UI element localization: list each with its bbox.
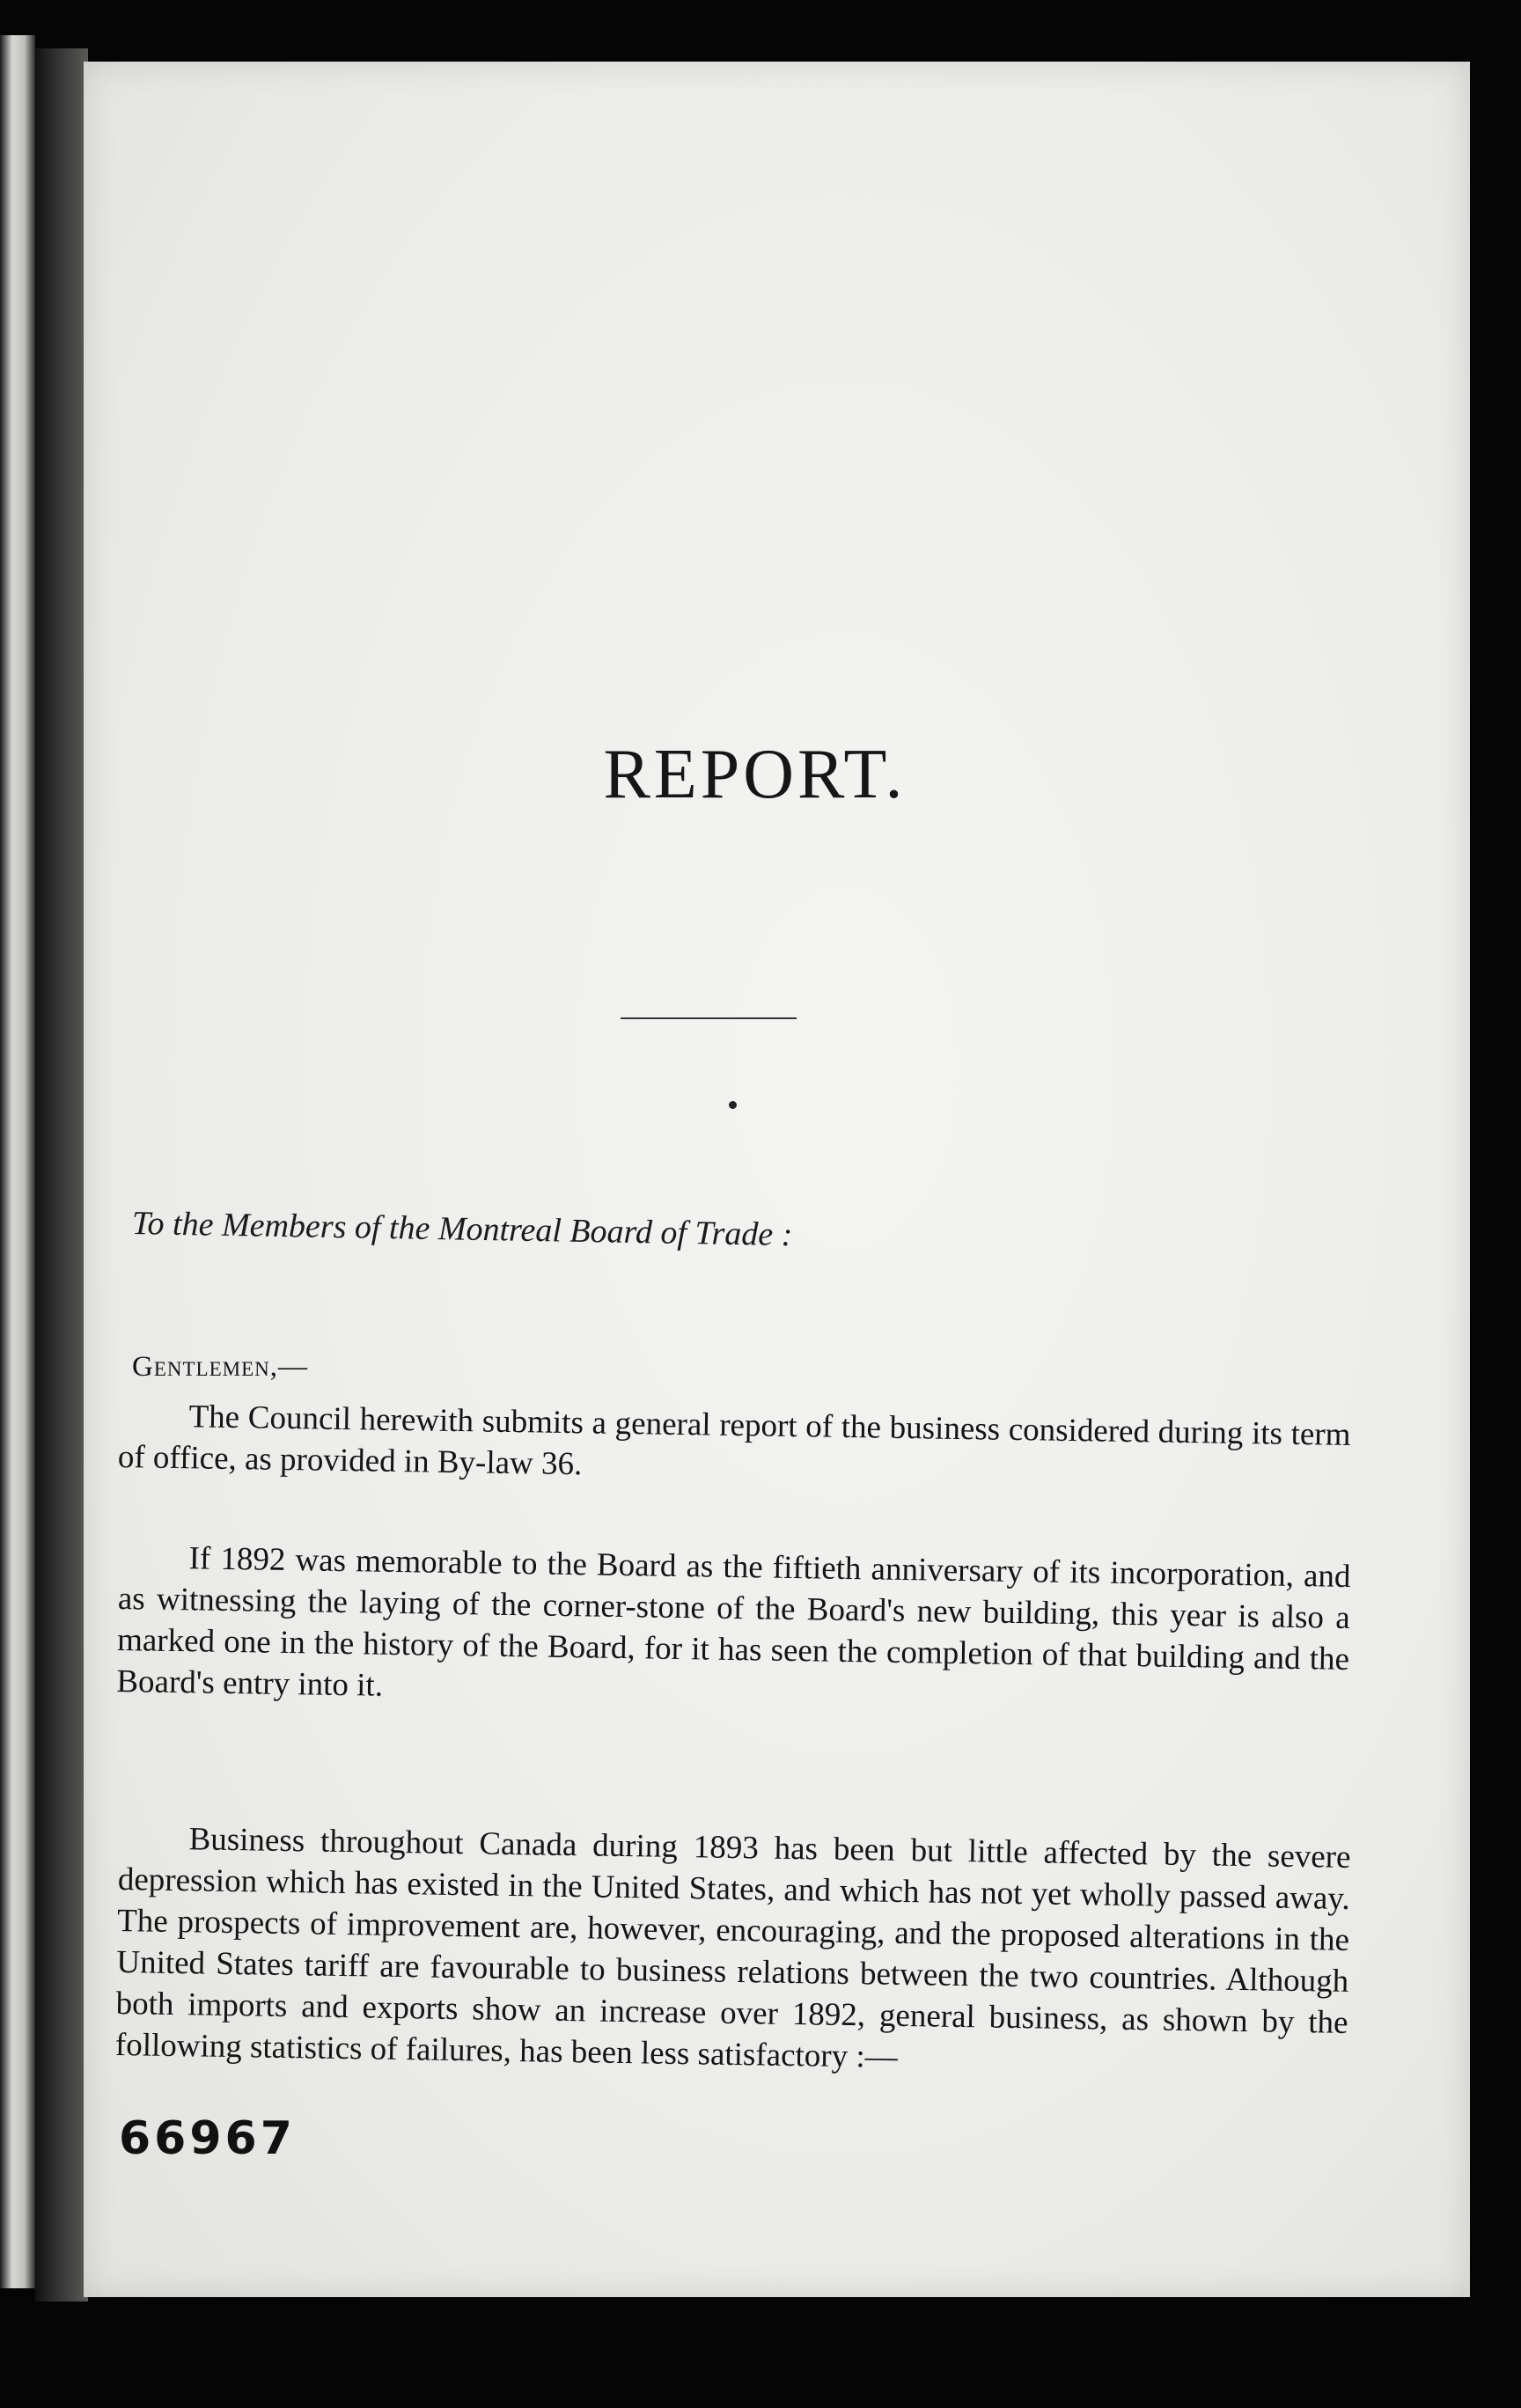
paragraph-text: The Council herewith submits a general report of the business considered during its term of office, as provided in By-law 36.	[117, 1399, 1351, 1483]
paragraph-1	[118, 1395, 1351, 1497]
gutter-shadow	[35, 48, 88, 2302]
ornament-dot	[729, 1101, 737, 1109]
page-title: REPORT.	[603, 736, 907, 813]
paragraph-text: If 1892 was memorable to the Board as the fiftieth anniversary of its incorporation, and as witnessing the laying of the corner-stone of the Board's new building, this year is also a marked one in the history of the Board, for it has seen the completion of that building and the Board's entry into it.	[116, 1540, 1351, 1704]
handwritten-catalog-number: 66967	[119, 2112, 296, 2165]
title-rule	[621, 1017, 797, 1019]
paragraph-2	[116, 1537, 1351, 1722]
greeting: Gentlemen,—	[132, 1351, 308, 1383]
document-page	[84, 62, 1470, 2297]
paragraph-3	[115, 1817, 1351, 2085]
book-spine-edge	[0, 35, 35, 2288]
paragraph-text: Business throughout Canada during 1893 has been but little affected by the severe depression which has existed in the United States, and which has not yet wholly passed away. The prospects of improvement are, however, encouraging, and the proposed alterations in the United States tariff are favourable to business relations between the two countries. Although both imports and exports show an increase over 1892, general business, as shown by the following statistics of failures, has been less satisfactory :—	[114, 1821, 1351, 2075]
salutation: To the Members of the Montreal Board of Trade :	[131, 1205, 793, 1254]
